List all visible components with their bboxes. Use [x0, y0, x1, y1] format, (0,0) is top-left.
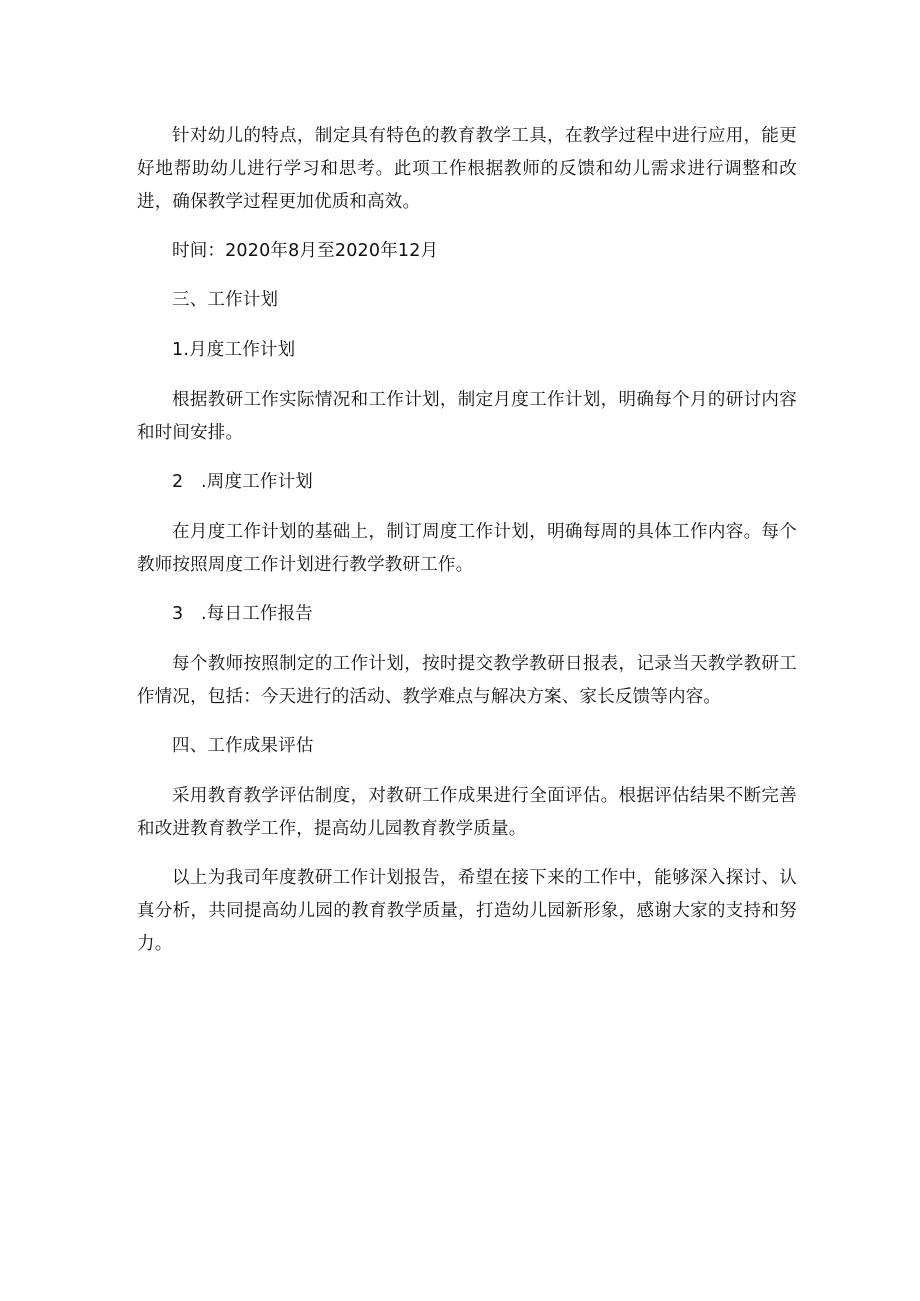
subheading-daily-report: 3 .每日工作报告 [172, 604, 313, 624]
section-heading-evaluation: 四、工作成果评估 [172, 736, 314, 756]
paragraph-conclusion: 以上为我司年度教研工作计划报告，希望在接下来的工作中，能够深入探讨、认真分析，共同提高幼儿园的教育教学质量，打造幼儿园新形象，感谢大家的支持和努力。 [137, 868, 797, 954]
paragraph-time-range: 时间：2020年8月至2020年12月 [172, 241, 439, 261]
document-page [137, 120, 797, 977]
subheading-monthly-plan: 1.月度工作计划 [172, 340, 296, 360]
paragraph-daily-report: 每个教师按照制定的工作计划，按时提交教学教研日报表，记录当天教学教研工作情况，包括：今天进行的活动、教学难点与解决方案、家长反馈等内容。 [137, 654, 797, 707]
paragraph-weekly-plan: 在月度工作计划的基础上，制订周度工作计划，明确每周的具体工作内容。每个教师按照周度工作计划进行教学教研工作。 [137, 522, 797, 575]
paragraph-teaching-tools: 针对幼儿的特点，制定具有特色的教育教学工具，在教学过程中进行应用，能更好地帮助幼儿进行学习和思考。此项工作根据教师的反馈和幼儿需求进行调整和改进，确保教学过程更加优质和高效。 [137, 126, 797, 212]
paragraph-monthly-plan: 根据教研工作实际情况和工作计划，制定月度工作计划，明确每个月的研讨内容和时间安排。 [137, 390, 797, 443]
paragraph-evaluation: 采用教育教学评估制度，对教研工作成果进行全面评估。根据评估结果不断完善和改进教育教学工作，提高幼儿园教育教学质量。 [137, 786, 797, 839]
section-heading-work-plan: 三、工作计划 [172, 290, 279, 310]
subheading-weekly-plan: 2 .周度工作计划 [172, 472, 313, 492]
